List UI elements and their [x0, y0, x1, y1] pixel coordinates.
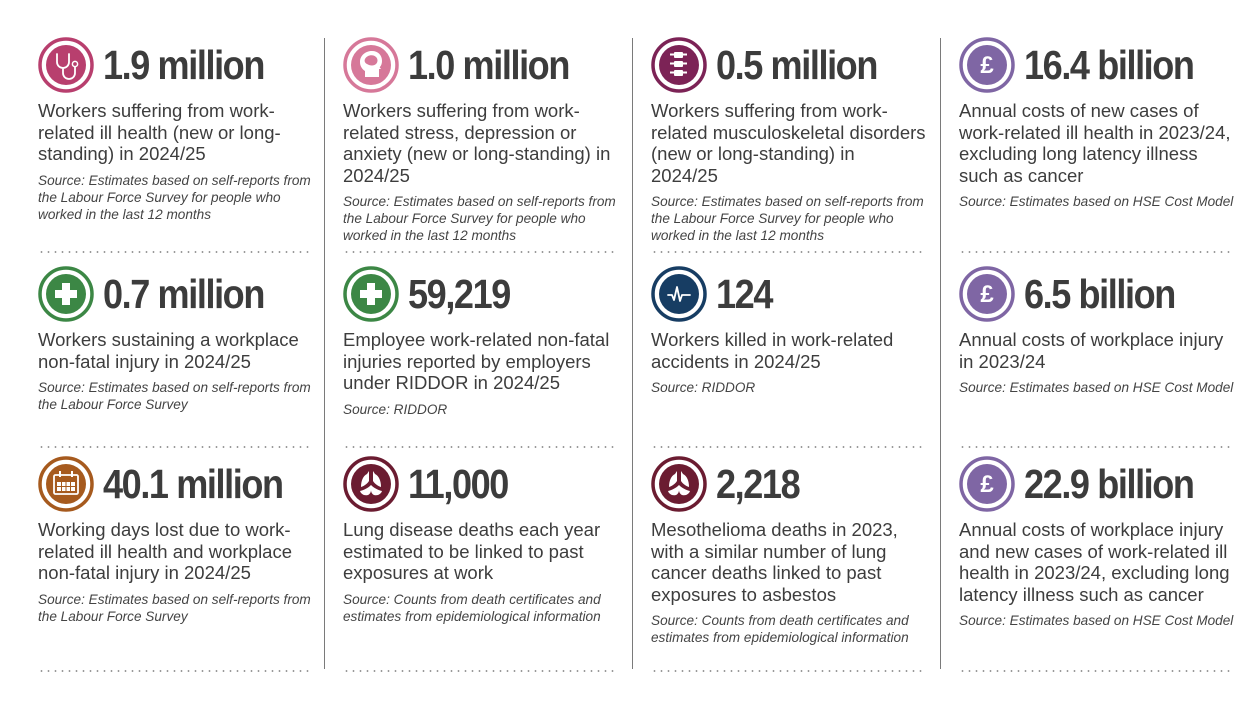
stat-card-ill-health-cost	[959, 36, 1234, 210]
stat-description: Workers sustaining a workplace non-fatal injury in 2024/25	[38, 329, 299, 372]
row-divider	[38, 251, 313, 253]
pound-sign-icon	[959, 456, 1015, 512]
first-aid-cross-icon	[343, 266, 399, 322]
pound-sign-icon	[959, 37, 1015, 93]
svg-text:£: £	[980, 52, 994, 79]
stat-source: Source: Estimates based on self-reports from the Labour Force Survey for people who worked in the last 12 months	[651, 194, 924, 243]
stat-card-riddor-injuries	[343, 265, 618, 418]
stat-description: Mesothelioma deaths in 2023, with a similar number of lung cancer deaths linked to past exposures to asbestos	[651, 519, 898, 605]
stat-card-nonfatal-injury	[38, 265, 313, 413]
stat-value: 6.5 billion	[1024, 270, 1175, 317]
stat-description: Employee work-related non-fatal injuries reported by employers under RIDDOR in 2024/25	[343, 329, 610, 393]
stat-source: Source: RIDDOR	[651, 380, 756, 395]
stat-card-days-lost	[38, 455, 313, 625]
stat-value: 59,219	[408, 270, 510, 317]
row-divider	[343, 446, 618, 448]
stat-description: Lung disease deaths each year estimated to be linked to past exposures at work	[343, 519, 601, 583]
stat-source: Source: Estimates based on self-reports from the Labour Force Survey for people who worked in the last 12 months	[343, 194, 616, 243]
column-divider	[324, 38, 325, 669]
stat-description: Workers suffering from work-related ill health (new or long-standing) in 2024/25	[38, 100, 281, 164]
stat-description: Working days lost due to work-related ill health and workplace non-fatal injury in 2024/25	[38, 519, 293, 583]
stat-source: Source: RIDDOR	[343, 401, 448, 417]
stat-value: 16.4 billion	[1024, 41, 1194, 88]
row-divider	[959, 446, 1234, 448]
row-divider	[38, 670, 313, 672]
stat-source: Source: Estimates based on HSE Cost Model	[959, 380, 1234, 395]
stat-source: Source: Estimates based on HSE Cost Model	[959, 194, 1234, 209]
stat-card-mesothelioma	[651, 455, 926, 646]
stat-source: Source: Estimates based on self-reports from the Labour Force Survey for people who worked in the last 12 months	[38, 172, 311, 222]
stat-source: Source: Counts from death certificates and estimates from epidemiological information	[651, 613, 909, 645]
head-brain-icon	[343, 37, 399, 93]
spine-icon	[651, 37, 707, 93]
row-divider	[959, 670, 1234, 672]
stat-value: 40.1 million	[103, 460, 283, 507]
stat-value: 1.9 million	[103, 41, 264, 88]
stat-source: Source: Estimates based on HSE Cost Model	[959, 613, 1234, 628]
stat-value: 22.9 billion	[1024, 460, 1194, 507]
stat-description: Workers suffering from work-related musculoskeletal disorders (new or long-standing) in 2024/25	[651, 100, 926, 186]
heartbeat-icon	[651, 266, 707, 322]
stat-card-ill-health	[38, 36, 313, 223]
stat-value: 1.0 million	[408, 41, 569, 88]
calendar-icon	[38, 456, 94, 512]
stat-source: Source: Counts from death certificates and estimates from epidemiological information	[343, 591, 601, 624]
stat-card-stress	[343, 36, 618, 244]
stat-card-total-cost	[959, 455, 1234, 629]
stat-value: 0.7 million	[103, 270, 264, 317]
stat-source: Source: Estimates based on self-reports from the Labour Force Survey	[38, 380, 311, 412]
stat-description: Annual costs of workplace injury in 2023/24	[959, 329, 1224, 372]
row-divider	[651, 670, 926, 672]
svg-text:£: £	[980, 281, 994, 308]
stat-card-injury-cost	[959, 265, 1234, 396]
stat-description: Annual costs of new cases of work-related ill health in 2023/24, excluding long latency illness such as cancer	[959, 100, 1231, 186]
stat-description: Workers suffering from work-related stress, depression or anxiety (new or long-standing) in 2024/25	[343, 100, 611, 186]
row-divider	[651, 446, 926, 448]
stat-description: Annual costs of workplace injury and new cases of work-related ill health in 2023/24, excluding long latency illness such as cancer	[959, 519, 1230, 605]
row-divider	[651, 251, 926, 253]
stat-card-lung-disease	[343, 455, 618, 625]
stat-card-msd	[651, 36, 926, 244]
column-divider	[632, 38, 633, 669]
stat-value: 11,000	[408, 460, 508, 507]
stat-source: Source: Estimates based on self-reports from the Labour Force Survey	[38, 591, 311, 624]
column-divider	[940, 38, 941, 669]
stat-value: 0.5 million	[716, 41, 877, 88]
lungs-icon	[651, 456, 707, 512]
row-divider	[38, 446, 313, 448]
lungs-icon	[343, 456, 399, 512]
row-divider	[959, 251, 1234, 253]
stat-card-fatalities	[651, 265, 926, 396]
row-divider	[343, 251, 618, 253]
row-divider	[343, 670, 618, 672]
stat-value: 2,218	[716, 460, 800, 507]
svg-text:£: £	[980, 471, 994, 498]
stethoscope-icon	[38, 37, 94, 93]
first-aid-cross-icon	[38, 266, 94, 322]
stat-value: 124	[716, 270, 772, 317]
pound-sign-icon	[959, 266, 1015, 322]
stat-description: Workers killed in work-related accidents in 2024/25	[651, 329, 894, 372]
